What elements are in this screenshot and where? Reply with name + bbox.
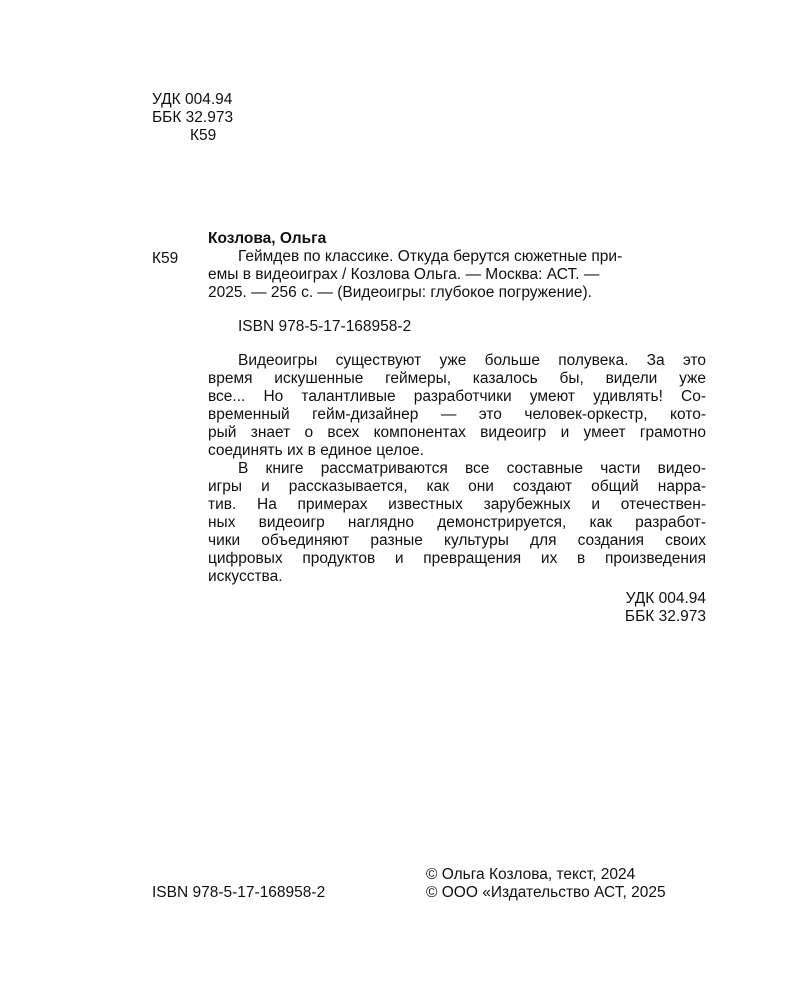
author-heading: Козлова, Ольга (208, 230, 327, 247)
copyright-block (426, 866, 666, 902)
bottom-classification-codes (560, 590, 706, 626)
annotation-line: рый знает о всех компонентах видеоигр и умеет грамотно (208, 424, 706, 441)
bibliographic-description (208, 248, 704, 302)
author-sign: К59 (190, 127, 217, 144)
annotation-line: ных видеоигр наглядно демонстрируется, как разработ- (208, 514, 706, 531)
annotation-line: цифровых продуктов и превращения их в произведения (208, 550, 706, 567)
record-author-sign: К59 (152, 250, 179, 267)
bib-line: Геймдев по классике. Откуда берутся сюжетные при- (238, 248, 623, 265)
annotation-line: все... Но талантливые разработчики умеют удивлять! Со- (208, 388, 706, 405)
annotation-line: искусства. (208, 568, 283, 585)
top-classification-codes (152, 91, 233, 145)
udk-code: УДК 004.94 (152, 91, 233, 108)
annotation-line: время искушенные геймеры, казалось бы, видели уже (208, 370, 706, 387)
annotation (208, 352, 706, 586)
bib-line: емы в видеоиграх / Козлова Ольга. — Москва: АСТ. — (208, 266, 600, 283)
record-isbn: ISBN 978-5-17-168958-2 (238, 318, 412, 335)
annotation-line: Видеоигры существуют уже больше полувека. За это (238, 352, 706, 369)
annotation-line: соединять их в единое целое. (208, 442, 424, 459)
bbk-code: ББК 32.973 (624, 608, 706, 625)
annotation-line: чики объединяют разные культуры для создания своих (208, 532, 706, 549)
bbk-code: ББК 32.973 (152, 109, 234, 126)
copyright-publisher: © ООО «Издательство АСТ, 2025 (426, 884, 666, 901)
annotation-line: тив. На примерах известных зарубежных и отечествен- (208, 496, 706, 513)
bib-line: 2025. — 256 с. — (Видеоигры: глубокое погружение). (208, 284, 592, 301)
annotation-line: временный гейм-дизайнер — это человек-оркестр, кото- (208, 406, 706, 423)
annotation-line: В книге рассматриваются все составные части видео- (238, 460, 706, 477)
copyright-author: © Ольга Козлова, текст, 2024 (426, 866, 636, 883)
udk-code: УДК 004.94 (625, 590, 706, 607)
footer-isbn: ISBN 978-5-17-168958-2 (152, 884, 326, 901)
annotation-line: игры и рассказывается, как они создают общий нарра- (208, 478, 706, 495)
